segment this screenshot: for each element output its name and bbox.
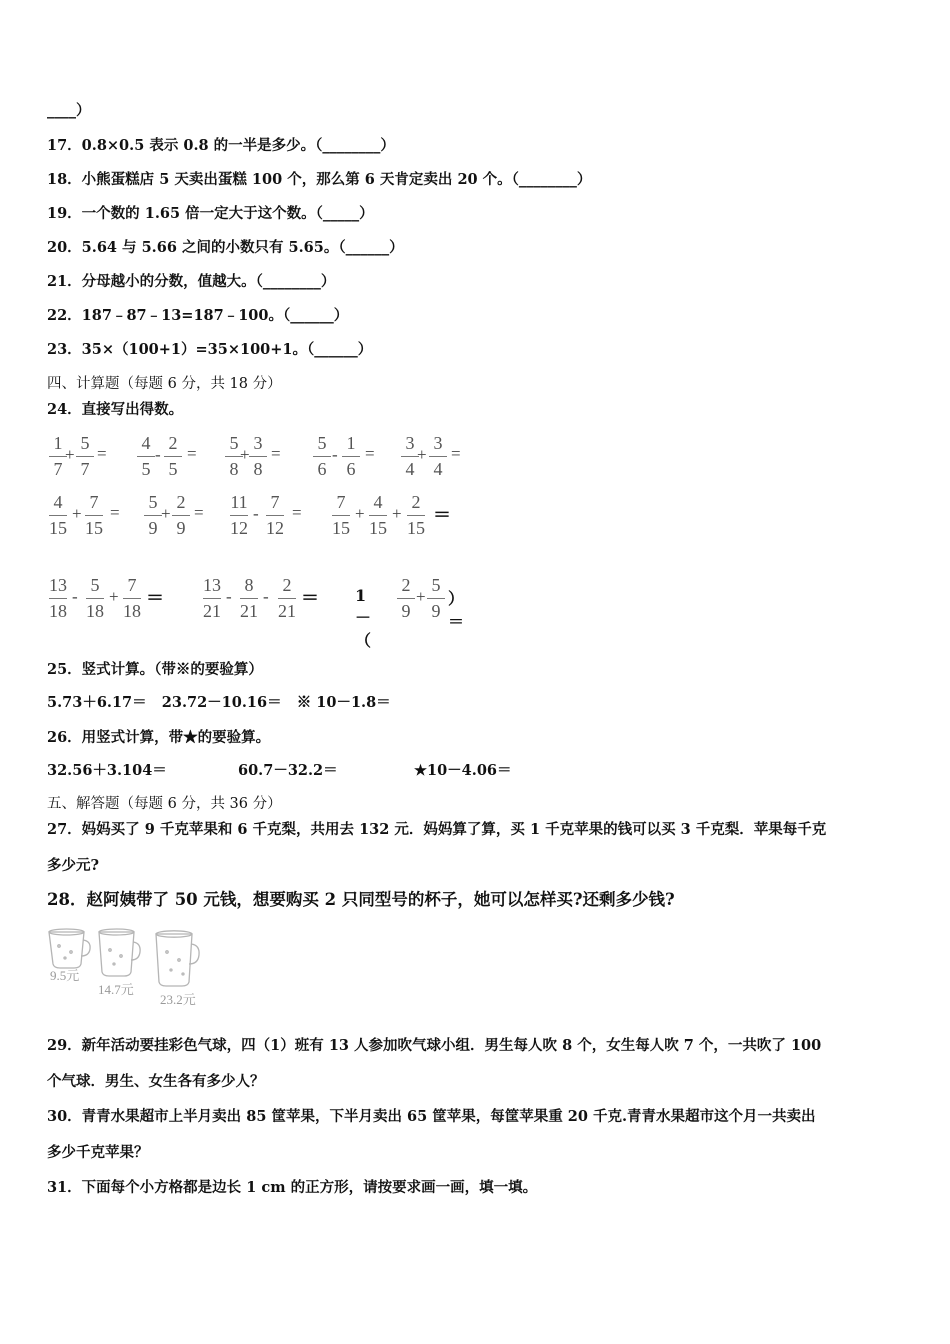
section-5-heading: 五、解答题（每题 6 分，共 36 分） [47,796,282,812]
blank-continuation: ____） [47,102,91,119]
cup-icon [156,931,199,986]
question-23: 23．35×（100+1）=35×100+1。（______） [47,341,373,358]
question-26-item-c: ★10－4.06＝ [414,762,512,779]
question-31: 31．下面每个小方格都是边长 1 cm 的正方形，请按要求画一画，填一填。 [47,1179,538,1196]
question-22: 22．187﹣87﹣13=187﹣100。（______） [47,307,349,324]
question-24: 24．直接写出得数。 [47,401,184,418]
question-25: 25．竖式计算。（带※的要验算） [47,661,263,678]
cup-price: 23.2元 [160,992,196,1007]
question-30-line-1: 30．青青水果超市上半月卖出 85 筐苹果，下半月卖出 65 筐苹果，每筐苹果重 20 千克.青青水果超市这个月一共卖出 [47,1108,816,1125]
question-30-line-2: 多少千克苹果？ [47,1144,149,1161]
question-27-line-2: 多少元? [47,857,99,874]
question-29-line-1: 29．新年活动要挂彩色气球，四（1）班有 13 人参加吹气球小组．男生每人吹 8 个，女生每人吹 7 个，一共吹了 100 [47,1037,822,1054]
question-19: 19．一个数的 1.65 倍一定大于这个数。（_____） [47,205,374,222]
question-28: 28．赵阿姨带了 50 元钱，想要购买 2 只同型号的杯子，她可以怎样买?还剩多少钱? [47,890,675,909]
cup-icon [99,929,140,976]
question-26-item-a: 32.56＋3.104＝ [47,762,167,779]
cup-price: 14.7元 [98,982,134,997]
cup-icon [49,929,90,968]
question-26-item-b: 60.7－32.2＝ [238,762,338,779]
cups-illustration [44,924,214,1010]
question-29-line-2: 个气球．男生、女生各有多少人？ [47,1073,265,1090]
question-21: 21．分母越小的分数，值越大。（________） [47,273,336,290]
question-25-items: 5.73＋6.17＝ 23.72－10.16＝ ※ 10－1.8＝ [47,694,391,711]
question-18: 18．小熊蛋糕店 5 天卖出蛋糕 100 个，那么第 6 天肯定卖出 20 个。（________） [47,171,592,188]
section-4-heading: 四、计算题（每题 6 分，共 18 分） [47,376,282,392]
cup-price: 9.5元 [50,968,80,983]
question-26: 26．用竖式计算，带★的要验算。 [47,729,271,746]
question-20: 20．5.64 与 5.66 之间的小数只有 5.65。（______） [47,239,404,256]
question-17: 17．0.8×0.5 表示 0.8 的一半是多少。（________） [47,137,395,154]
question-27-line-1: 27．妈妈买了 9 千克苹果和 6 千克梨，共用去 132 元．妈妈算了算，买 1 千克苹果的钱可以买 3 千克梨．苹果每千克 [47,821,827,838]
